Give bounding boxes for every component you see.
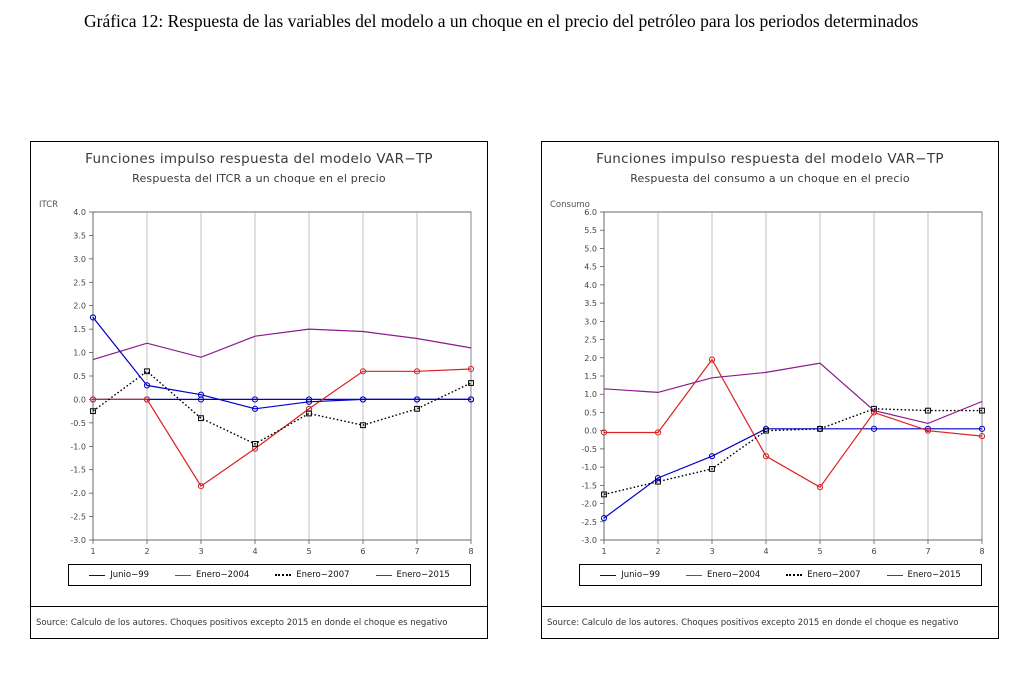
legend-swatch-icon: [600, 575, 616, 576]
legend-label: Junio−99: [110, 570, 150, 580]
svg-text:5: 5: [306, 547, 312, 556]
legend-swatch-icon: [786, 574, 802, 576]
svg-text:-1.5: -1.5: [70, 465, 86, 475]
legend-item: [786, 570, 860, 580]
svg-text:7: 7: [925, 547, 931, 556]
svg-text:0.0: 0.0: [584, 426, 597, 436]
legend-label: Junio−99: [621, 570, 661, 580]
svg-text:8: 8: [468, 547, 474, 556]
panel-divider: [542, 606, 998, 607]
svg-text:-1.5: -1.5: [581, 481, 597, 491]
svg-text:0.5: 0.5: [73, 372, 86, 381]
svg-text:-2.0: -2.0: [70, 489, 86, 499]
chart-panel-consumo: [541, 141, 999, 639]
legend-label: Enero−2007: [296, 570, 350, 580]
legend-label: Enero−2015: [396, 570, 450, 580]
svg-text:0.5: 0.5: [584, 408, 597, 418]
legend-swatch-icon: [887, 575, 903, 576]
svg-text:2.0: 2.0: [73, 301, 86, 311]
svg-text:1.0: 1.0: [584, 390, 597, 400]
chart-subtitle-itcr: Respuesta del ITCR a un choque en el precio: [132, 172, 386, 185]
svg-text:2.5: 2.5: [73, 278, 86, 288]
svg-text:2.0: 2.0: [584, 353, 597, 363]
svg-text:0.0: 0.0: [73, 395, 86, 405]
chart-title-itcr: Funciones impulso respuesta del modelo VAR−TP: [85, 151, 433, 167]
legend-swatch-icon: [686, 575, 702, 576]
svg-text:-1.0: -1.0: [581, 463, 597, 473]
legend-swatch-icon: [376, 575, 392, 576]
legend-label: Enero−2007: [807, 570, 861, 580]
svg-text:-3.0: -3.0: [581, 536, 597, 545]
svg-text:5: 5: [817, 547, 823, 556]
svg-text:6: 6: [360, 547, 366, 556]
svg-text:3.0: 3.0: [584, 317, 597, 327]
svg-text:-3.0: -3.0: [70, 536, 86, 545]
legend-item: [175, 570, 249, 580]
legend-item: [89, 570, 149, 580]
svg-text:8: 8: [979, 547, 985, 556]
chart-panel-itcr: [30, 141, 488, 639]
legend-swatch-icon: [175, 575, 191, 576]
svg-text:2.5: 2.5: [584, 335, 597, 345]
svg-text:5.0: 5.0: [584, 244, 597, 254]
svg-text:-0.5: -0.5: [70, 418, 86, 428]
svg-text:4.0: 4.0: [584, 280, 597, 290]
svg-text:-1.0: -1.0: [70, 442, 86, 452]
chart-subtitle-consumo: Respuesta del consumo a un choque en el precio: [630, 172, 910, 185]
svg-text:4: 4: [252, 547, 258, 556]
legend-item: [686, 570, 760, 580]
legend-item: [887, 570, 961, 580]
svg-text:4.0: 4.0: [73, 208, 86, 217]
svg-text:2: 2: [655, 547, 661, 556]
legend-item: [376, 570, 450, 580]
figure-caption: Gráfica 12: Respuesta de las variables del modelo a un choque en el precio del petróleo para los periodos determinados: [84, 11, 919, 31]
source-note-itcr: Source: Calculo de los autores. Choques positivos excepto 2015 en donde el choque es negativo: [36, 618, 448, 628]
svg-text:1: 1: [90, 547, 96, 556]
svg-text:6.0: 6.0: [584, 208, 597, 217]
svg-text:4: 4: [763, 547, 769, 556]
legend-item: [275, 570, 349, 580]
svg-text:-2.0: -2.0: [581, 499, 597, 509]
svg-text:-2.5: -2.5: [70, 512, 86, 522]
svg-text:7: 7: [414, 547, 420, 556]
svg-text:5.5: 5.5: [584, 226, 597, 236]
svg-text:1: 1: [601, 547, 607, 556]
svg-text:-2.5: -2.5: [581, 517, 597, 527]
svg-text:6: 6: [871, 547, 877, 556]
legend-label: Enero−2015: [907, 570, 961, 580]
legend-consumo: [579, 564, 982, 586]
svg-text:2: 2: [144, 547, 150, 556]
svg-text:3.5: 3.5: [584, 299, 597, 309]
legend-item: [600, 570, 660, 580]
svg-text:4.5: 4.5: [584, 262, 597, 272]
legend-swatch-icon: [275, 574, 291, 576]
svg-text:1.0: 1.0: [73, 348, 86, 358]
y-axis-label-consumo: Consumo: [550, 200, 590, 210]
chart-title-consumo: Funciones impulso respuesta del modelo VAR−TP: [596, 151, 944, 167]
svg-text:3: 3: [198, 547, 204, 556]
legend-itcr: [68, 564, 471, 586]
legend-swatch-icon: [89, 575, 105, 576]
y-axis-label-itcr: ITCR: [39, 200, 59, 210]
source-note-consumo: Source: Calculo de los autores. Choques positivos excepto 2015 en donde el choque es negativo: [547, 618, 959, 628]
svg-text:1.5: 1.5: [584, 372, 597, 381]
legend-label: Enero−2004: [707, 570, 761, 580]
svg-text:3.0: 3.0: [73, 254, 86, 264]
svg-text:3.5: 3.5: [73, 231, 86, 241]
legend-label: Enero−2004: [196, 570, 250, 580]
svg-text:1.5: 1.5: [73, 325, 86, 335]
panel-divider: [31, 606, 487, 607]
svg-text:-0.5: -0.5: [581, 444, 597, 454]
svg-text:3: 3: [709, 547, 715, 556]
